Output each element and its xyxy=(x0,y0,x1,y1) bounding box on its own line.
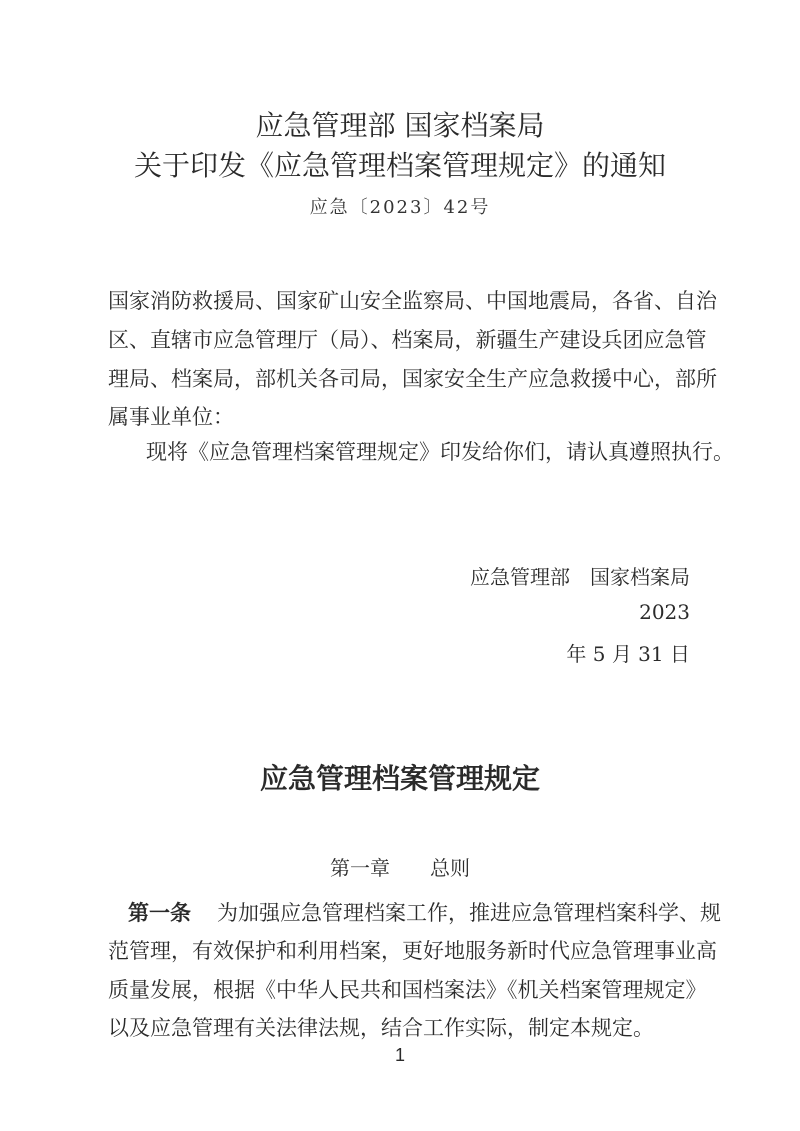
page-number: 1 xyxy=(394,1045,405,1065)
addressee-line: 属事业单位： xyxy=(108,405,234,429)
notice-title-line2: 关于印发《应急管理档案管理规定》的通知 xyxy=(133,149,666,182)
article-line: 以及应急管理有关法律法规，结合工作实际，制定本规定。 xyxy=(108,1016,654,1040)
regulation-title: 应急管理档案管理规定 xyxy=(259,762,540,795)
chapter-heading: 第一章 总则 xyxy=(330,856,470,880)
article-line: 范管理，有效保护和利用档案，更好地服务新时代应急管理事业高 xyxy=(108,939,717,963)
notice-title-line1: 应急管理部 国家档案局 xyxy=(255,109,545,142)
addressee-line: 理局、档案局，部机关各司局，国家安全生产应急救援中心，部所 xyxy=(108,367,717,391)
date-rest: 年 5 月 31 日 xyxy=(566,642,690,666)
addressee-line: 国家消防救援局、国家矿山安全监察局、中国地震局，各省、自治 xyxy=(108,289,717,313)
addressee-line: 区、直辖市应急管理厅（局）、档案局，新疆生产建设兵团应急管 xyxy=(108,328,707,352)
notice-body: 现将《应急管理档案管理规定》印发给你们，请认真遵照执行。 xyxy=(146,440,734,464)
article-line: 质量发展，根据《中华人民共和国档案法》《机关档案管理规定》 xyxy=(108,978,707,1002)
article-line xyxy=(128,897,721,927)
date-year: 2023 xyxy=(639,600,690,624)
article-label: 第一条 xyxy=(128,900,191,925)
article-text: 为加强应急管理档案工作，推进应急管理档案科学、规 xyxy=(217,901,721,925)
document-number: 应急〔2023〕42号 xyxy=(309,197,491,218)
signature: 应急管理部 国家档案局 xyxy=(470,565,690,589)
